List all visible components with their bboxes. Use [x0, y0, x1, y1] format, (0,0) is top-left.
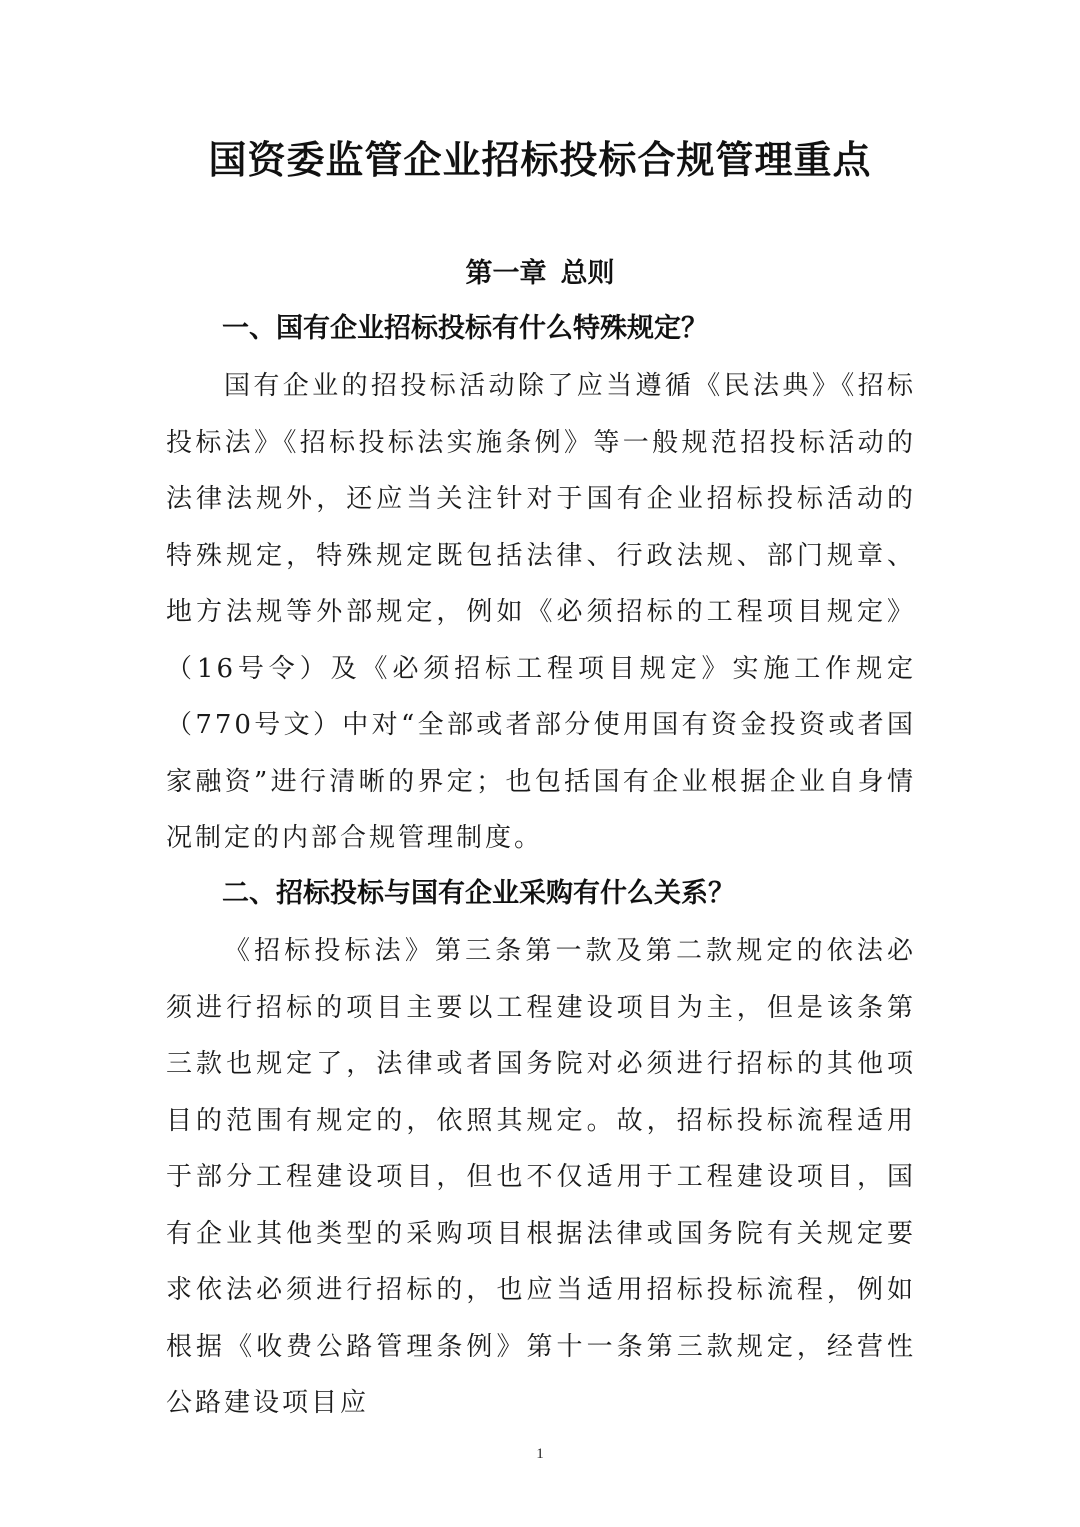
chapter-number: 第一章 [465, 258, 547, 289]
document-title: 国资委监管企业招标投标合规管理重点 [208, 138, 872, 182]
section-paragraph-1: 国有企业的招投标活动除了应当遵循《民法典》《招标投标法》《招标投标法实施条例》等一般规范招投标活动的法律法规外，还应当关注针对于国有企业招标投标活动的特殊规定，特殊规定既包括法律、行政法规、部门规章、地方法规等外部规定，例如《必须招标的工程项目规定》（16号令）及《必须招标工程项目规定》实施工作规定（770号文）中对“全部或者部分使用国有资金投资或者国家融资”进行清晰的界定；也包括国有企业根据企业自身情况制定的内部合规管理制度。 [166, 371, 916, 853]
section-heading-2: 二、招标投标与国有企业采购有什么关系？ [222, 878, 735, 909]
section-heading-1: 一、国有企业招标投标有什么特殊规定？ [222, 313, 708, 344]
section-paragraph-2: 《招标投标法》第三条第一款及第二款规定的依法必须进行招标的项目主要以工程建设项目为主，但是该条第三款也规定了，法律或者国务院对必须进行招标的其他项目的范围有规定的，依照其规定。故，招标投标流程适用于部分工程建设项目，但也不仅适用于工程建设项目，国有企业其他类型的采购项目根据法律或国务院有关规定要求依法必须进行招标的，也应当适用招标投标流程，例如根据《收费公路管理条例》第十一条第三款规定，经营性公路建设项目应 [166, 936, 916, 1418]
chapter-name: 总则 [560, 258, 615, 289]
page-number: 1 [536, 1446, 544, 1462]
chapter-heading [0, 246, 1080, 302]
